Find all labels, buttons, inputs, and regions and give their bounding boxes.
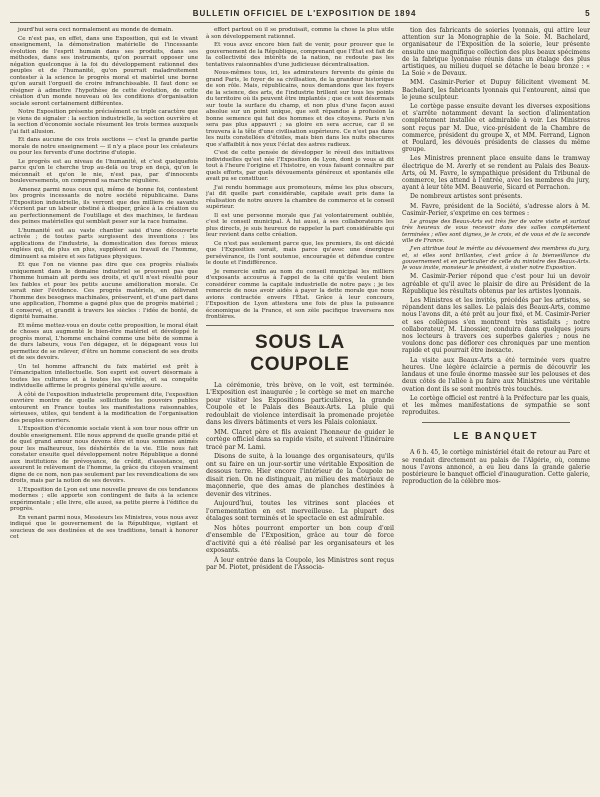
- column-3: [402, 27, 590, 797]
- column-2: [206, 27, 394, 797]
- paragraph: Ce n'est pas, en effet, dans une Exposition, qui est le vivant enseignement, la démonstration matérielle de l'incessante évolution de l'esprit humain dans ses produits, dans ses méthodes, dans ses instruments, qu'on pourrait opposer une négation quelconque à la foi du développement rationnel des peuples et de l'humanité, qu'on pourrait maladroitement contester à la science le progrès moral et matériel une borne qu'on aurait l'orgueil de croire infranchissable. Il faut donc se résigner à admettre l'hypothèse de cette évolution, de cette création d'un monde nouveau où les conditions d'organisation sociale seront certainement différentes.: [10, 35, 198, 107]
- publication-title: BULLETIN OFFICIEL DE L'EXPOSITION DE 1894: [192, 8, 417, 18]
- paragraph: L'Exposition de Lyon est une nouvelle preuve de ces tendances modernes ; elle apporte son contingent de faits à la science expérimentale ; elle livre, elle aussi, sa petite pierre à l'édifice du progrès.: [10, 486, 198, 512]
- paragraph: Un tel homme affranchi du faix matériel est prêt à l'émancipation intellectuelle. Son esprit est ouvert désormais à toutes les cultures et à toutes les vérités, et sa conquête individuelle affirme le progrès général qu'elle assure.: [10, 363, 198, 389]
- section-title-coupole: SOUS LA COUPOLE: [250, 331, 350, 375]
- section-body: [206, 382, 394, 572]
- quoted-speech: Le groupe des Beaux-Arts est très fier de votre visite et surtout très heureux de vous recevoir dans des salles complètement terminées ; elles sont dignes, je le crois, et de vous et de la seconde ville de France.: [402, 219, 590, 244]
- paragraph: Il est une personne morale que j'ai volontairement oubliée, c'est le conseil municipal. À lui aussi, à ses collaborateurs les plus directs, je suis heureux de rappeler la part considérable qui leur revient dans cette création.: [206, 212, 394, 238]
- paragraph: Les Ministres prennent place ensuite dans le tramway électrique de M. Averly et se rendent au Palais des Beaux-Arts, où M. Favre, le sympathique président du Tribunal de commerce, les attend à l'entrée, avec les membres du jury, ayant à leur tête MM. Beauverie, Sicard et Perrachon.: [402, 155, 590, 192]
- paragraph: Amenez parmi nous ceux qui, même de bonne foi, contestent les progrès incessants de notre société républicaine. Dans l'Exposition industrielle, ils verront que des milliers de savants s'écrient par un labeur obstiné à dissiper, grâce à la création ou au perfectionnement de l'outillage et des machines, le fardeau des peines matérielles qui semblait peser sur la race humaine.: [10, 186, 198, 225]
- paragraph: jourd'hui sera ceci normalement au monde de demain.: [18, 27, 174, 33]
- paragraph: Disons de suite, à la louange des organisateurs, qu'ils ont su faire en un jour-sortir une véritable Exposition de dessous terre. Hier encore l'intérieur de la Coupole ne disait rien. On ne distinguait, au milieu des matériaux de maçonnerie, que des amas de planches destinées à devenir des vitrines.: [206, 453, 394, 498]
- paragraph: Et vous avez encore bien fait de venir, pour prouver que le gouvernement de la République, comprenant que l'État est fait de la collectivité des intérêts de la nation, ne redoute pas les tentatives raisonnables d'une judicieuse décentralisation.: [206, 42, 394, 68]
- paragraph: A 6 h. 45, le cortège ministériel était de retour au Parc et se rendait directement au palais de l'Algérie, où, comme nous l'avons annoncé, a eu lieu dans la grande galerie postérieure le banquet officiel d'inauguration. Cette galerie, reproduction de la célèbre mos-: [402, 449, 590, 486]
- divider: [422, 422, 570, 423]
- paragraph: MM. Casimir-Perier et Dupuy félicitent vivement M. Bachelard, les fabricants lyonnais qui l'entourent, ainsi que le jeune sculpteur.: [402, 79, 590, 101]
- paragraph: tion des fabricants de soieries lyonnais, qui attire leur attention sur la Monographie de la Soie. M. Bachelard, organisateur de l'Exposition de la soierie, leur présente ensuite une magnifique collection des plus beaux spécimens de la fabrique lyonnaise réunis dans un étalage des plus artistiques, au milieu duquel se détache le beau bronze : « La Soie » de Devaux.: [402, 27, 590, 78]
- paragraph: La visite aux Beaux-Arts a été terminée vers quatre heures. Une légère éclaircie a permis de découvrir les landaus et une foule énorme massée sur les pelouses et des deux côtés de l'allée à pu faire aux Ministres une véritable ovation dont ils se sont montrés très touchés.: [402, 356, 590, 393]
- paragraph: À côté de l'exposition industrielle proprement dite, l'exposition ouvrière montre de quelle sollicitude les pouvoirs publics entourent en France toutes les manifestations raisonnables, sérieuses, utiles, qui tendent à la modification de l'organisation des peuples ouvriers.: [10, 391, 198, 424]
- paragraph: Les Ministres et les invités, précédés par les artistes, se répandent dans les salles. Le palais des Beaux-Arts, comme nous l'avons dit, a été prêt au jour fixé, et M. Casimir-Perier et ses collègues s'en montrent très satisfaits ; notre collaborateur, M. Linossier, conduira dans quelques jours nos lecteurs à travers ces superbes galeries ; nous ne voulons donc pas déflorer ces chroniques par une mention rapide et qui pourrait être inexacte.: [402, 297, 590, 355]
- paragraph: Je remercie enfin au nom du conseil municipal les milliers d'exposants accourus à l'appel de la cité qu'ils veulent bien considérer comme la capitale industrielle de notre pays ; je les remercie de nous avoir aidés à payer la dette morale que nous avions contractée envers l'État. Grâce à leur concours, l'Exposition de Lyon attestera une fois de plus la puissance économique de la France, et son zèle pacifique traversera nos frontières.: [206, 268, 394, 320]
- quoted-speech: J'en attribue tout le mérite au dévouement des membres du jury, et, si elles sont brillantes, c'est grâce à la bienveillance du gouvernement et en particulier de celle du ministre des Beaux-Arts. Je vous invite, monsieur le président, à visiter notre Exposition.: [402, 246, 590, 272]
- paragraph: La cérémonie, très brève, on le voit, est terminée. L'Exposition est inaugurée ; le cortège se met en marche pour visiter les Expositions particulières, la grande Coupole et le Palais des Beaux-Arts. La pluie qui redoublait de violence interdisait la promenade projetée dans les divers bâtiments et vers les Palais coloniaux.: [206, 381, 394, 426]
- paragraph: Le cortège officiel est rentré à la Préfecture par les quais, et les mêmes manifestations de sympathie se sont reproduites.: [402, 394, 590, 417]
- paragraph: Et que l'on ne vienne pas dire que ces progrès réalisés uniquement dans le domaine industriel se prouvent pas que l'homme humain ait perdu ses droits, et qu'il n'est résulté pour les faibles et pour les petits aucune amélioration morale. Ce serait nier l'évidence. Ces progrès matériels, en délivrant l'homme des besognes machinales, préservent, et d'une part dans une application, l'homme a gagné plus que de progrès matériel ; il conservé, et grandit à travers les siècles : l'idée de bonté, de dignité humaine.: [10, 262, 198, 320]
- page-header: [10, 6, 590, 23]
- paragraph: En venant parmi nous, Messieurs les Ministres, vous nous avez indiqué que le gouvernement de la République, vigilant et soucieux de ses destinées et de ses traditions, tenait à honorer cet: [10, 514, 198, 540]
- paragraph: Nous-mêmes tous, ici, les admirateurs fervents du génie du grand Paris, le foyer de sa civilisation, de la grandeur historique de son rôle. Mais, républicains, nous demandons que les foyers de la science, des arts, de l'industrie brillent sur tous les points du territoire où ils peuvent être implantés ; que ce soit désormais sur toute la surface du champ, et non plus d'une façon aussi absolue sur un point unique, que soit répandue à profusion la bonne semence qui fait des hommes et des citoyens. Paris n'en sera pas plus appauvri ; sa gloire en sera accrue, car il se trouvera à la tête d'une civilisation supérieure. Ce n'est pas dans les nuits constellées d'étoiles, mais bien dans les nuits obscures que s'affaiblit à nos yeux l'éclat des astres radieux.: [206, 70, 394, 148]
- paragraph: C'est de cette pensée de développer le réveil des initiatives individuelles qu'est née l'Exposition de Lyon, dont je vous ai dit tout à l'heure l'origine et l'histoire, en vous faisant connaître par quels efforts, par quels dévouements généreux et spontanés elle avait pu se constituer.: [206, 150, 394, 182]
- paragraph: Aujourd'hui, toutes les vitrines sont placées et l'ornementation en est merveilleuse. La plupart des étalages sont terminés et le spectacle en est admirable.: [206, 500, 394, 522]
- paragraph: MM. Claret père et fils avaient l'honneur de guider le cortège officiel dans sa rapide visite, et suivent l'itinéraire tracé par M. Lami.: [206, 428, 394, 451]
- paragraph: Le cortège passe ensuite devant les diverses expositions et s'arrête notamment devant la section d'alimentation complètement installée et admirable à voir. Les Ministres sont reçus par M. Due, vice-président de la Chambre de commerce, président du groupe X, et MM. Ferrand, Lignon et Poulard, les dévoués présidents de classes du même groupe.: [402, 103, 590, 154]
- paragraph: Le progrès est au niveau de l'humanité, et c'est quelquefois parce qu'on le cherche trop au-delà ou trop en deçà, qu'on le méconnaît et qu'on le nie, n'est pas, par d'innocents bouleversements, on comprend sa marche régulière.: [10, 158, 198, 184]
- paragraph: M. Favre, président de la Société, s'adresse alors à M. Casimir-Perier, s'exprime en ces termes :: [402, 202, 590, 217]
- paragraph: Ce n'est pas seulement parce que, les premiers, ils ont décidé que l'Exposition serait, mais parce qu'avec une énergique persévérance, ils l'ont soutenue, encouragée et défendue contre le doute et l'indifférence.: [206, 240, 394, 266]
- columns: [10, 27, 590, 797]
- paragraph: Et même mettez-vous en doute cette proposition, le moral était de choses aux augmenté le bien-être matériel et développé le progrès moral, L'homme enchaîné comme une bête de somme à de durs labeurs, vous l'en dégagez, et le dégageant vous lui permettez de se relever, d'être un homme conscient de ses droits et de ses devoirs.: [10, 322, 198, 361]
- paragraph: L'Exposition d'économie sociale vient à son tour nous offrir un double enseignement. Elle nous apprend de quelle grande pitié et de quel grand amour nous devons être et nous sommes animés pour les malheureux, les déshérités de la vie. Elle nous fait constater ensuite quel développement notre République a donné aux institutions de prévoyance, de crédit, d'assistance, qui assurent le relèvement de l'homme, la grâce du citoyen vraiment digne de ce nom, non pas seulement par les revendications de ses droits, mais par la notion de ses devoirs.: [10, 426, 198, 484]
- paragraph: M. Casimir-Perier répond que c'est pour lui un devoir agréable et qu'il avec le plaisir de dire au Président de la République les résultats obtenus par les artistes lyonnais.: [402, 273, 590, 295]
- paragraph: L'humanité est au vaste chantier saisi d'une découverte activée ; de toutes parts surgissent des inventions : les applications de l'industrie, la domestication des forces mieux réglées qui, de plus en plus, suppléent au travail de l'homme, diminuent sa misère et ses fatigues physiques.: [10, 227, 198, 260]
- paragraph: Nos hôtes pourront emporter un bon coup d'œil d'ensemble de l'Exposition, grâce au tour de force d'activité qui a été réalisé par les organisateurs et les exposants.: [206, 524, 394, 554]
- paragraph: Notre Exposition présente précisément ce triple caractère que je viens de signaler : la section industrielle, la section ouvrière et la section d'économie sociale résument les trois termes auxquels j'ai fait allusion.: [10, 109, 198, 135]
- divider: [206, 325, 394, 326]
- column-1: [10, 27, 198, 797]
- paragraph: Et dans aucune de ces trois sections — c'est la grande partie morale de notre enseignement — il n'y a place pour les créateurs ou pour les fervents d'une doctrine d'utopie.: [10, 137, 198, 156]
- paragraph: J'ai rendu hommage aux promoteurs, même les plus obscurs, j'ai dit quelle part considérable, capitale avait pris dans la réalisation de notre œuvre la chambre de commerce et le conseil supérieur.: [206, 184, 394, 210]
- paragraph: effort partout où il se produisait, comme la chose la plus utile à son développement rationnel.: [206, 27, 394, 40]
- paragraph: De nombreux artistes sont présents.: [410, 193, 523, 201]
- section-title-banquet: LE BANQUET: [453, 431, 539, 443]
- page-number: 5: [585, 8, 590, 18]
- paragraph: À leur entrée dans la Coupole, les Ministres sont reçus par M. Piotet, président de l'Associa-: [206, 556, 394, 571]
